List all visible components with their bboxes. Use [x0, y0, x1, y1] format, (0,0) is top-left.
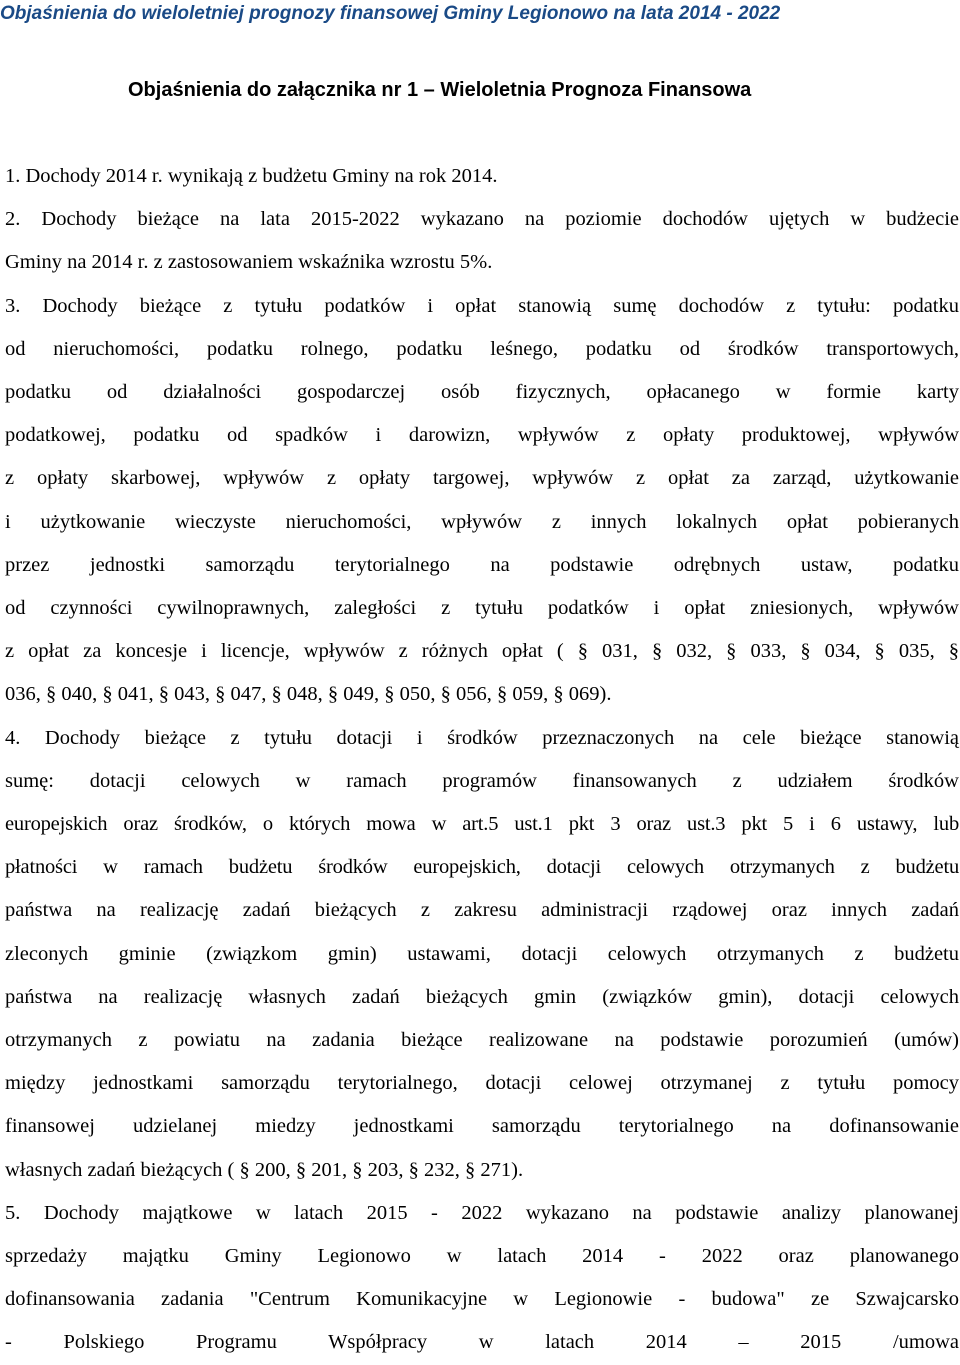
paragraph-2-line: 2. Dochody bieżące na lata 2015-2022 wykazano na poziomie dochodów ujętych w budżecie: [5, 208, 959, 231]
document-body: [5, 155, 959, 1365]
paragraph-3-line: 3. Dochody bieżące z tytułu podatków i opłat stanowią sumę dochodów z tytułu: podatku: [5, 294, 959, 317]
paragraph-4-line: finansowej udzielanej miedzy jednostkami samorządu terytorialnego na dofinansowanie: [5, 1115, 959, 1138]
paragraph-4-line: państwa na realizację zadań bieżących z zakresu administracji rządowej oraz innych zadań: [5, 899, 959, 922]
paragraph-4-line: 4. Dochody bieżące z tytułu dotacji i środków przeznaczonych na cele bieżące stanowią: [5, 726, 959, 749]
paragraph-5-line: - Polskiego Programu Współpracy w latach 2014 – 2015 /umowa: [5, 1331, 959, 1354]
paragraph-3-line: 036, § 040, § 041, § 043, § 047, § 048, § 049, § 050, § 056, § 059, § 069).: [5, 683, 612, 706]
paragraph-4-line: między jednostkami samorządu terytorialnego, dotacji celowej otrzymanej z tytułu pomocy: [5, 1072, 959, 1095]
paragraph-3-line: podatkowej, podatku od spadków i darowizn, wpływów z opłaty produktowej, wpływów: [5, 424, 959, 447]
paragraph-3-line: od nieruchomości, podatku rolnego, podatku leśnego, podatku od środków transportowych,: [5, 337, 959, 360]
paragraph-2-line: Gminy na 2014 r. z zastosowaniem wskaźnika wzrostu 5%.: [5, 251, 493, 274]
paragraph-3-line: z opłat za koncesje i licencje, wpływów z różnych opłat ( § 031, § 032, § 033, § 034, § 035, §: [5, 640, 959, 663]
paragraph-4-line: własnych zadań bieżących ( § 200, § 201, § 203, § 232, § 271).: [5, 1158, 524, 1181]
paragraph-4-line: państwa na realizację własnych zadań bieżących gmin (związków gmin), dotacji celowych: [5, 985, 959, 1008]
paragraph-3-line: i użytkowanie wieczyste nieruchomości, wpływów z innych lokalnych opłat pobieranych: [5, 510, 959, 533]
paragraph-4-line: zleconych gminie (związkom gmin) ustawami, dotacji celowych otrzymanych z budżetu: [5, 942, 959, 965]
paragraph-4-line: europejskich oraz środków, o których mowa w art.5 ust.1 pkt 3 oraz ust.3 pkt 5 i 6 ustawy, lub: [5, 813, 959, 836]
page-header: Objaśnienia do wieloletniej prognozy finansowej Gminy Legionowo na lata 2014 - 2022: [0, 3, 781, 24]
paragraph-4-line: płatności w ramach budżetu środków europejskich, dotacji celowych otrzymanych z budżetu: [5, 856, 959, 879]
paragraph-4-line: sumę: dotacji celowych w ramach programów finansowanych z udziałem środków: [5, 769, 959, 792]
section-title: Objaśnienia do załącznika nr 1 – Wieloletnia Prognoza Finansowa: [128, 79, 752, 101]
paragraph-4-line: otrzymanych z powiatu na zadania bieżące realizowane na podstawie porozumień (umów): [5, 1029, 959, 1052]
paragraph-1-line: 1. Dochody 2014 r. wynikają z budżetu Gminy na rok 2014.: [5, 165, 498, 187]
paragraph-3-line: od czynności cywilnoprawnych, zaległości z tytułu podatków i opłat zniesionych, wpływów: [5, 597, 959, 620]
paragraph-3-line: przez jednostki samorządu terytorialnego na podstawie odrębnych ustaw, podatku: [5, 553, 959, 576]
paragraph-5-line: 5. Dochody majątkowe w latach 2015 - 2022 wykazano na podstawie analizy planowanej: [5, 1201, 959, 1224]
paragraph-5-line: dofinansowania zadania "Centrum Komunikacyjne w Legionowie - budowa" ze Szwajcarsko: [5, 1288, 959, 1311]
paragraph-3-line: podatku od działalności gospodarczej osób fizycznych, opłacanego w formie karty: [5, 381, 959, 404]
paragraph-5-line: sprzedaży majątku Gminy Legionowo w latach 2014 - 2022 oraz planowanego: [5, 1245, 959, 1268]
paragraph-3-line: z opłaty skarbowej, wpływów z opłaty targowej, wpływów z opłat za zarząd, użytkowanie: [5, 467, 959, 490]
